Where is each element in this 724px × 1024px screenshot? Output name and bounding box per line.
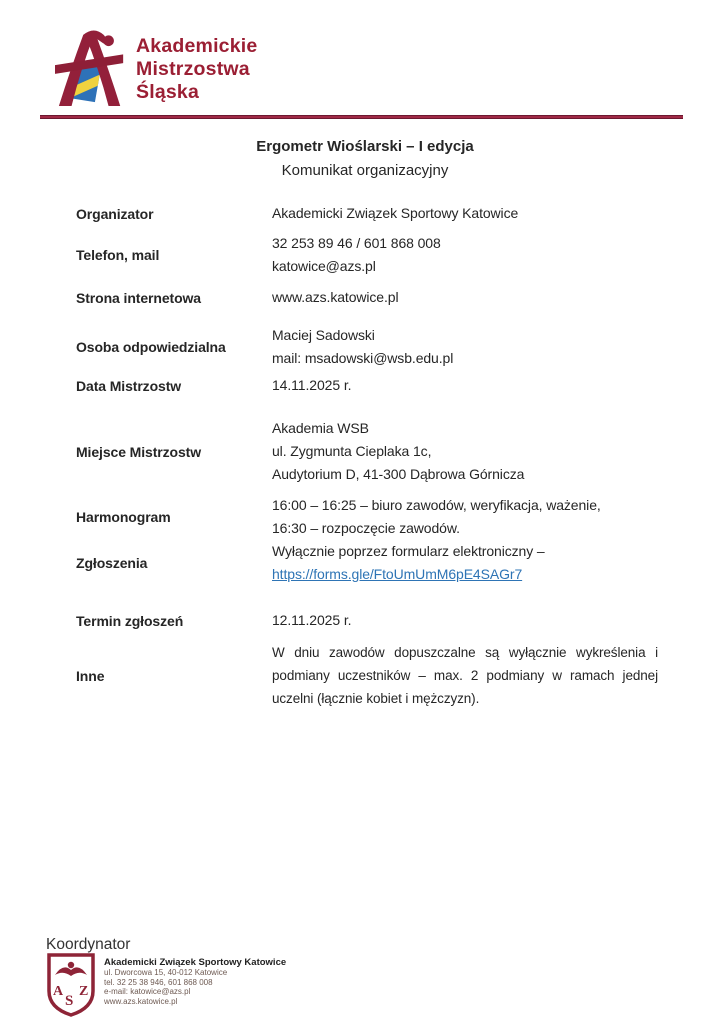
row-value-line: mail: msadowski@wsb.edu.pl: [272, 350, 454, 366]
row-value-line: 32 253 89 46 / 601 868 008: [272, 235, 441, 251]
footer-email: e-mail: katowice@azs.pl: [104, 987, 191, 996]
header-divider: [40, 115, 683, 119]
row-value: Akademicki Związek Sportowy Katowice: [272, 205, 519, 221]
document-subtitle: Komunikat organizacyjny: [281, 162, 449, 179]
row-value: 14.11.2025 r.: [272, 377, 352, 393]
document-title: Ergometr Wioślarski – I edycja: [256, 138, 474, 155]
row-label: Zgłoszenia: [76, 555, 148, 571]
info-row-organizator: [76, 202, 664, 225]
row-label: Organizator: [76, 205, 154, 222]
info-row-telefon-mail: [76, 232, 664, 278]
row-value-line: 16:30 – rozpoczęcie zawodów.: [272, 520, 460, 536]
row-label: Data Mistrzostw: [76, 377, 182, 394]
row-label: Harmonogram: [76, 509, 171, 525]
info-row-zgloszenia: [76, 540, 664, 586]
row-value-line: Maciej Sadowski: [272, 327, 375, 343]
footer-phone: tel. 32 25 38 946, 601 868 008: [104, 977, 213, 987]
row-value-line: Akademia WSB: [272, 420, 369, 436]
logo-line-3: Śląska: [136, 81, 200, 103]
row-value-line: Wyłącznie poprzez formularz elektroniczny –: [272, 543, 545, 559]
row-label: Inne: [76, 667, 105, 684]
ams-logo-icon: [55, 28, 129, 110]
row-value-line: katowice@azs.pl: [272, 258, 376, 274]
row-value-line: ul. Zygmunta Cieplaka 1c,: [272, 443, 432, 459]
info-row-harmonogram: [76, 494, 664, 540]
info-row-termin-zgloszen: [76, 609, 664, 632]
footer-website: www.azs.katowice.pl: [104, 996, 178, 1006]
info-row-inne: [76, 641, 658, 710]
row-label: Miejsce Mistrzostw: [76, 443, 202, 460]
row-label: Telefon, mail: [76, 247, 160, 263]
info-row-data-mistrzostw: [76, 374, 664, 397]
logo-line-1: Akademickie: [136, 35, 258, 57]
svg-text:S: S: [65, 993, 74, 1009]
coordinator-card: [46, 953, 286, 1017]
row-label: Termin zgłoszeń: [76, 612, 184, 629]
row-label: Strona internetowa: [76, 289, 201, 306]
footer-org-name: Akademicki Związek Sportowy Katowice: [104, 957, 287, 968]
azs-crest-icon: [46, 953, 96, 1017]
signup-form-link[interactable]: https://forms.gle/FtoUmUmM6pE4SAGr7: [272, 566, 523, 582]
footer-address: ul. Dworcowa 15, 40-012 Katowice: [104, 968, 228, 977]
row-label: Osoba odpowiedzialna: [76, 339, 226, 355]
row-value-line: Audytorium D, 41-300 Dąbrowa Górnicza: [272, 466, 525, 482]
row-value-line: 16:00 – 16:25 – biuro zawodów, weryfikacja, ważenie,: [272, 497, 601, 513]
info-row-osoba-odpowiedzialna: [76, 324, 664, 370]
logo-org-name: [136, 35, 257, 110]
svg-text:Z: Z: [79, 984, 89, 999]
svg-text:A: A: [53, 984, 64, 999]
header-logo: [55, 28, 257, 110]
info-row-miejsce-mistrzostw: [76, 417, 664, 486]
info-row-strona-internetowa: [76, 286, 664, 309]
row-value: 12.11.2025 r.: [272, 612, 352, 628]
row-value-paragraph: W dniu zawodów dopuszczalne są wyłącznie wykreślenia i podmiany uczestników – max. 2 podmiany w ramach jednej uczelni (łącznie kobiet i mężczyzn).: [272, 645, 658, 706]
logo-line-2: Mistrzostwa: [136, 58, 250, 80]
row-value: www.azs.katowice.pl: [272, 289, 399, 305]
coordinator-heading: Koordynator: [46, 936, 131, 953]
